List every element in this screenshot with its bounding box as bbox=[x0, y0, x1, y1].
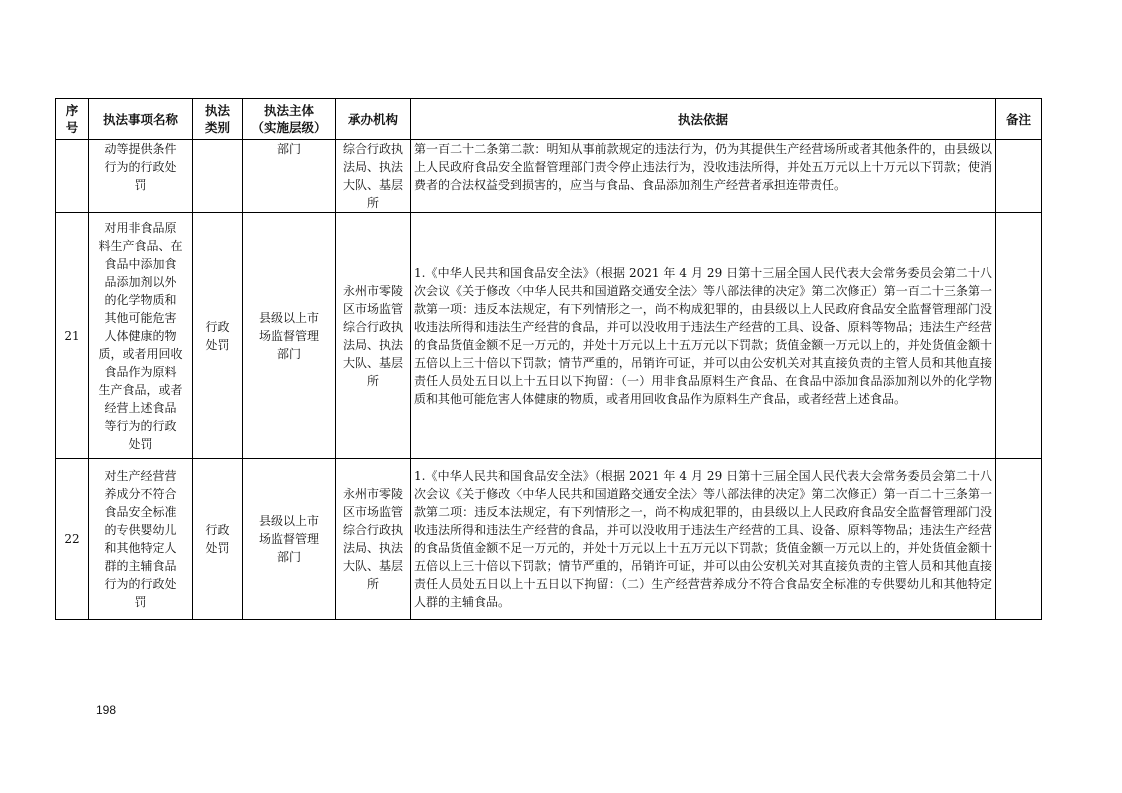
header-remark: 备注 bbox=[996, 99, 1042, 140]
header-name: 执法事项名称 bbox=[89, 99, 193, 140]
cell-subject: 县级以上市 场监督管理 部门 bbox=[243, 459, 336, 620]
cell-org: 综合行政执 法局、执法 大队、基层 所 bbox=[336, 140, 411, 213]
cell-subject: 县级以上市 场监督管理 部门 bbox=[243, 213, 336, 459]
table-row bbox=[56, 213, 1042, 459]
header-basis: 执法依据 bbox=[411, 99, 996, 140]
cell-seq: 22 bbox=[56, 459, 89, 620]
cell-seq: 21 bbox=[56, 213, 89, 459]
cell-basis: 第一百二十二条第二款：明知从事前款规定的违法行为，仍为其提供生产经营场所或者其他条件的，由县级以上人民政府食品安全监督管理部门责令停止违法行为，没收违法所得，并处五万元以上十万元以下罚款；使消费者的合法权益受到损害的，应当与食品、食品添加剂生产经营者承担连带责任。 bbox=[411, 140, 996, 213]
cell-category: 行政 处罚 bbox=[193, 459, 243, 620]
page-number: 198 bbox=[96, 703, 117, 717]
cell-name: 对生产经营营 养成分不符合 食品安全标准 的专供婴幼儿 和其他特定人 群的主辅食品 行为的行政处 罚 bbox=[89, 459, 193, 620]
header-seq: 序 号 bbox=[56, 99, 89, 140]
header-org: 承办机构 bbox=[336, 99, 411, 140]
table-row bbox=[56, 140, 1042, 213]
table-row bbox=[56, 459, 1042, 620]
enforcement-table bbox=[55, 98, 1042, 620]
cell-org: 永州市零陵 区市场监管 综合行政执 法局、执法 大队、基层 所 bbox=[336, 213, 411, 459]
header-category: 执法 类别 bbox=[193, 99, 243, 140]
header-row bbox=[56, 99, 1042, 140]
cell-category bbox=[193, 140, 243, 213]
cell-remark bbox=[996, 140, 1042, 213]
cell-name: 动等提供条件 行为的行政处 罚 bbox=[89, 140, 193, 213]
cell-org: 永州市零陵 区市场监管 综合行政执 法局、执法 大队、基层 所 bbox=[336, 459, 411, 620]
header-subject: 执法主体 （实施层级） bbox=[243, 99, 336, 140]
cell-category: 行政 处罚 bbox=[193, 213, 243, 459]
cell-seq bbox=[56, 140, 89, 213]
cell-subject: 部门 bbox=[243, 140, 336, 213]
cell-remark bbox=[996, 459, 1042, 620]
cell-name: 对用非食品原 料生产食品、在 食品中添加食 品添加剂以外 的化学物质和 其他可能危害 人体健康的物 质，或者用回收 食品作为原料 生产食品，或者 经营上述食品 等行为的行政 处罚 bbox=[89, 213, 193, 459]
cell-basis: 1.《中华人民共和国食品安全法》（根据 2021 年 4 月 29 日第十三届全国人民代表大会常务委员会第二十八次会议《关于修改〈中华人民共和国道路交通安全法〉等八部法律的决定》第二次修正）第一百二十三条第一款第二项：违反本法规定，有下列情形之一，尚不构成犯罪的，由县级以上人民政府食品安全监督管理部门没收违法所得和违法生产经营的食品，并可以没收用于违法生产经营的工具、设备、原料等物品；违法生产经营的食品货值金额不足一万元的，并处十万元以上十五万元以下罚款；货值金额一万元以上的，并处货值金额十五倍以上三十倍以下罚款；情节严重的，吊销许可证，并可以由公安机关对其直接负责的主管人员和其他直接责任人员处五日以上十五日以下拘留：（二）生产经营营养成分不符合食品安全标准的专供婴幼儿和其他特定人群的主辅食品。 bbox=[411, 459, 996, 620]
cell-basis: 1.《中华人民共和国食品安全法》（根据 2021 年 4 月 29 日第十三届全国人民代表大会常务委员会第二十八次会议《关于修改〈中华人民共和国道路交通安全法〉等八部法律的决定》第二次修正）第一百二十三条第一款第一项：违反本法规定，有下列情形之一，尚不构成犯罪的，由县级以上人民政府食品安全监督管理部门没收违法所得和违法生产经营的食品，并可以没收用于违法生产经营的工具、设备、原料等物品；违法生产经营的食品货值金额不足一万元的，并处十万元以上十五万元以下罚款；货值金额一万元以上的，并处货值金额十五倍以上三十倍以下罚款；情节严重的，吊销许可证，并可以由公安机关对其直接负责的主管人员和其他直接责任人员处五日以上十五日以下拘留：（一）用非食品原料生产食品、在食品中添加食品添加剂以外的化学物质和其他可能危害人体健康的物质，或者用回收食品作为原料生产食品，或者经营上述食品。 bbox=[411, 213, 996, 459]
cell-remark bbox=[996, 213, 1042, 459]
